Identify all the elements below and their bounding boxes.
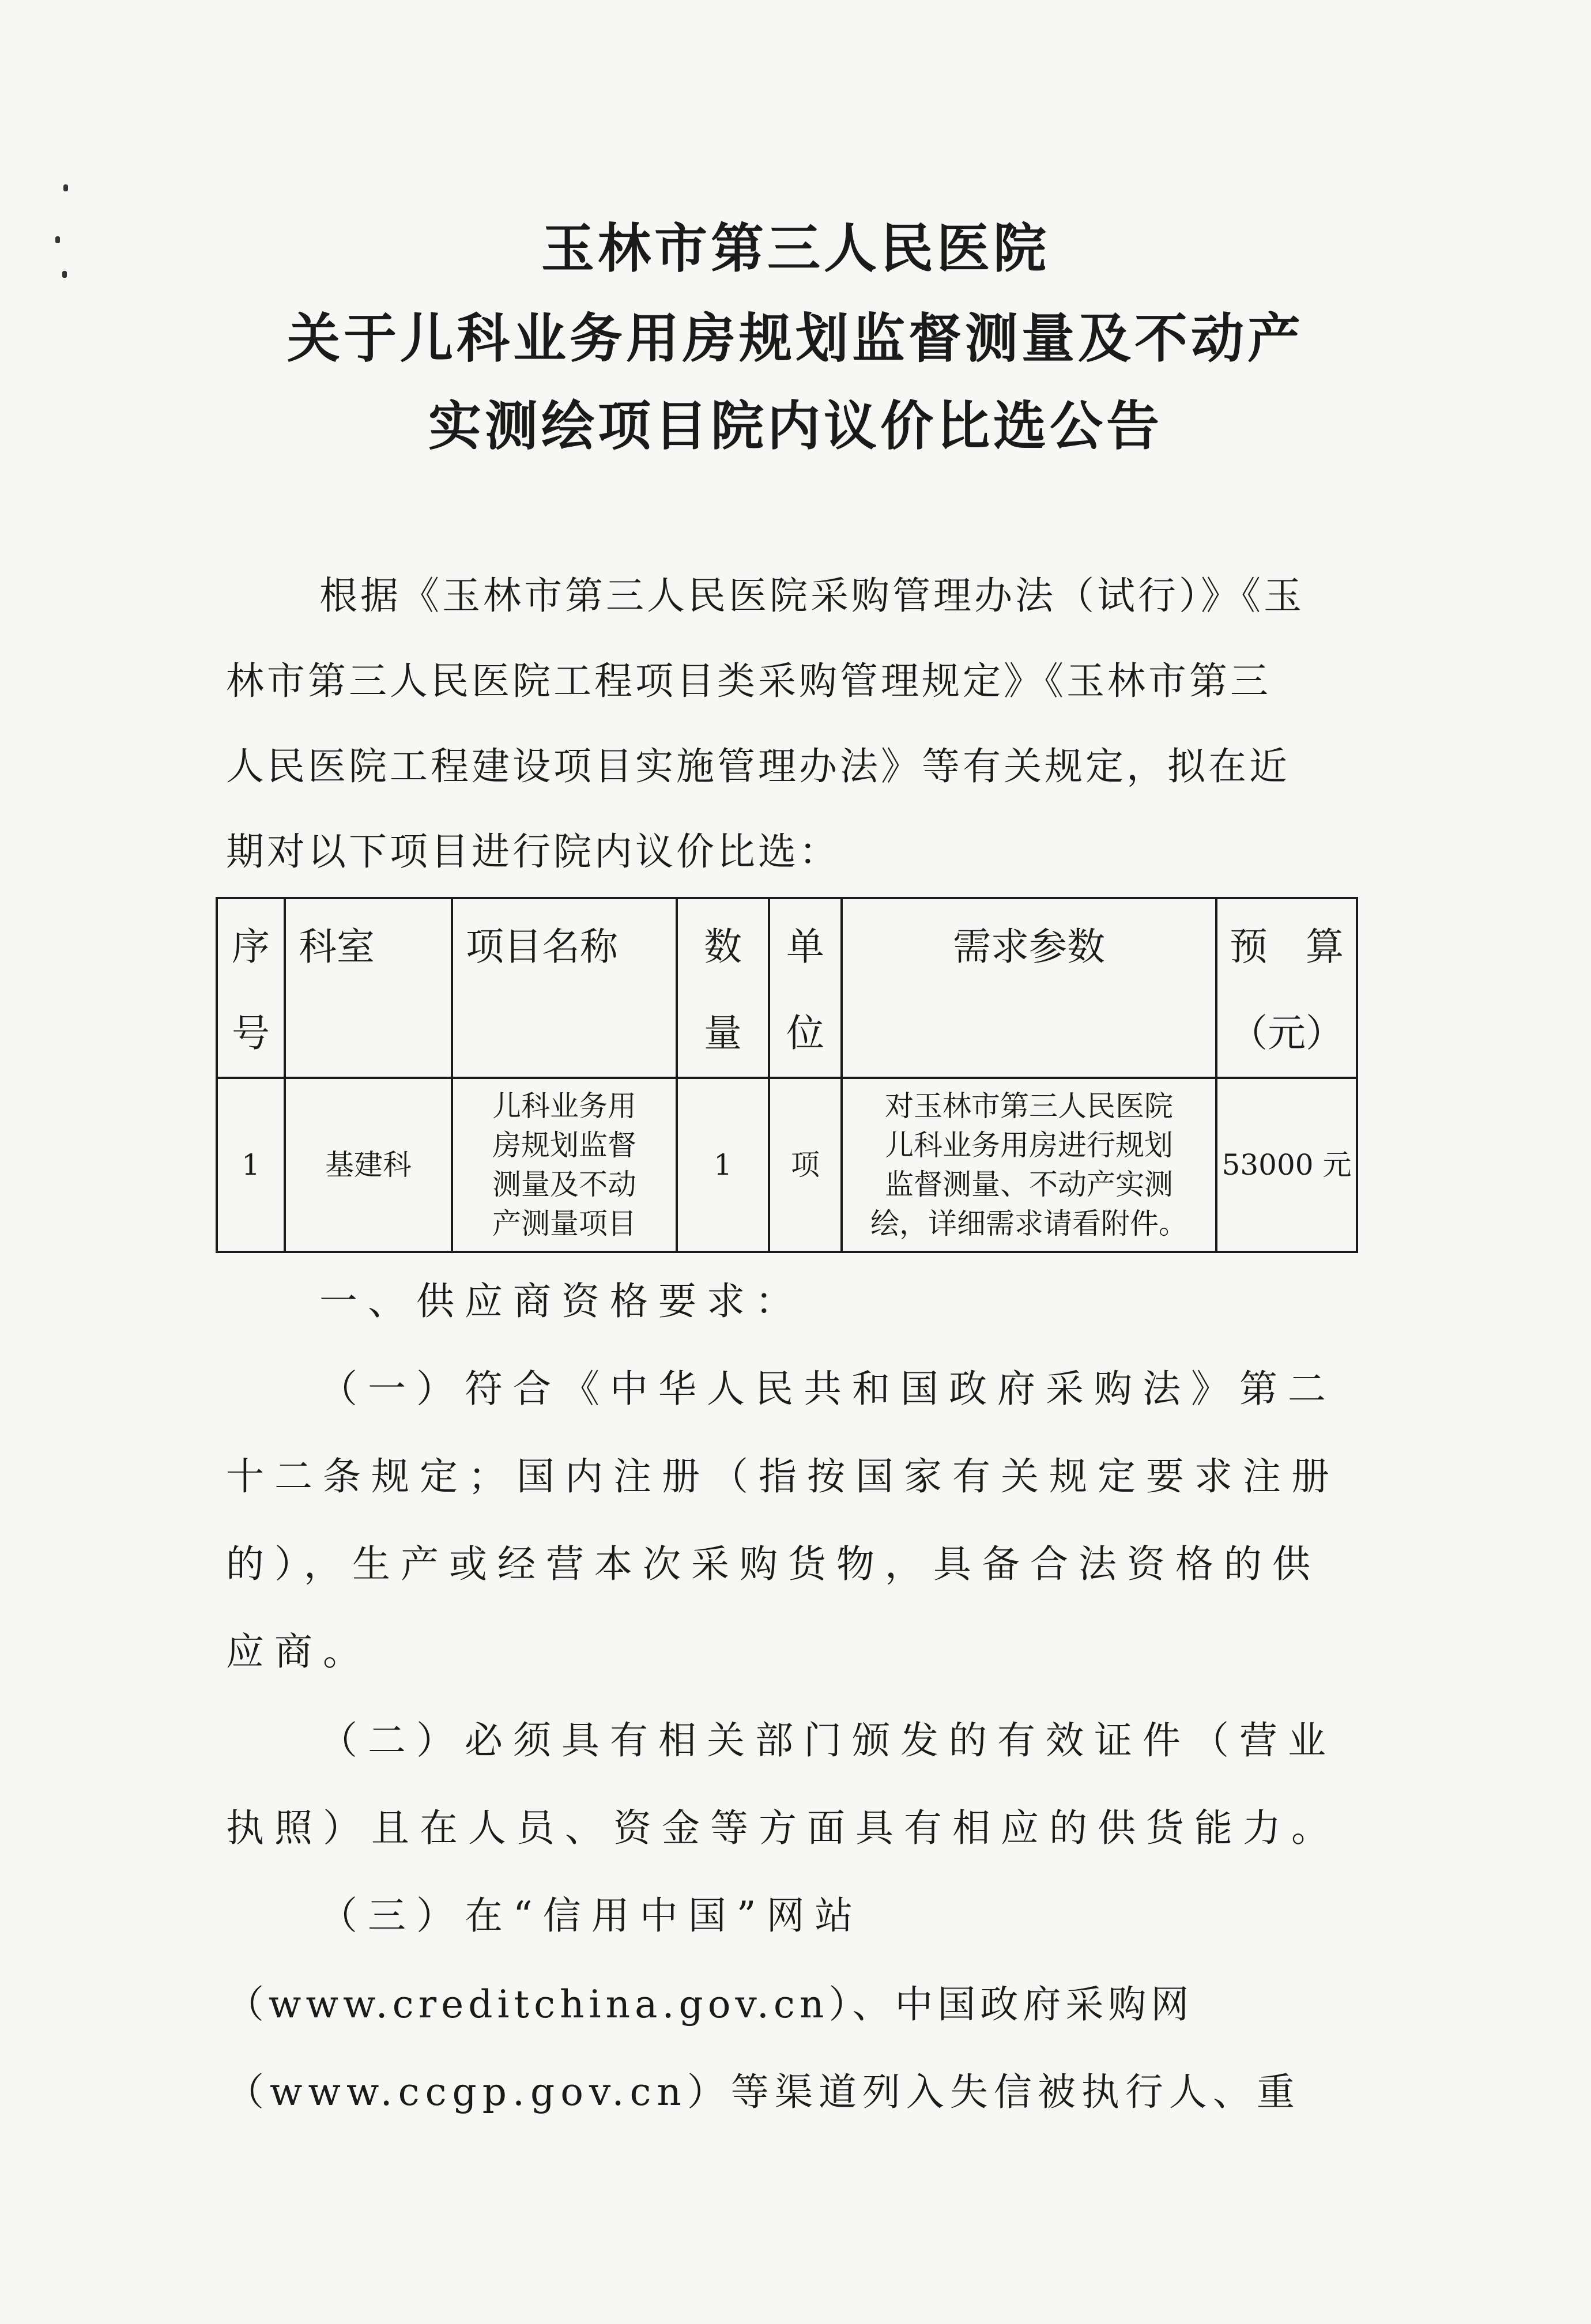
cell-budget: 53000 元 — [1216, 1078, 1357, 1252]
cell-project-name: 儿科业务用 房规划监督 测量及不动 产测量项目 — [452, 1078, 677, 1252]
header-project-name: 项目名称 — [452, 898, 677, 1078]
header-seq: 序 号 — [217, 898, 285, 1078]
cell-quantity: 1 — [677, 1078, 769, 1252]
title-line-2: 关于儿科业务用房规划监督测量及不动产 — [286, 308, 1304, 369]
section-1-line-2: 十二条规定；国内注册（指按国家有关规定要求注册 — [226, 1454, 1340, 1499]
cell-unit: 项 — [769, 1078, 842, 1252]
cell-requirements: 对玉林市第三人民医院 儿科业务用房进行规划 监督测量、不动产实测 绘，详细需求请看附件。 — [842, 1078, 1216, 1252]
header-budget: 预 算 （元） — [1216, 898, 1357, 1078]
procurement-table — [216, 897, 1356, 1253]
section-1-line-6: 执照）且在人员、资金等方面具有相应的供货能力。 — [226, 1806, 1340, 1850]
section-1-line-8: （www.creditchina.gov.cn）、中国政府采购网 — [226, 1982, 1194, 2027]
table-row — [217, 1078, 1357, 1252]
header-unit: 单 位 — [769, 898, 842, 1078]
section-1-heading: 一、供应商资格要求： — [319, 1279, 804, 1323]
section-1-line-5: （二）必须具有相关部门颁发的有效证件（营业 — [319, 1718, 1336, 1763]
title-line-3: 实测绘项目院内议价比选公告 — [428, 395, 1163, 457]
section-1-line-7: （三）在“信用中国”网站 — [319, 1893, 864, 1938]
title-line-1: 玉林市第三人民医院 — [541, 218, 1050, 280]
intro-line-3: 人民医院工程建设项目实施管理办法》等有关规定，拟在近 — [226, 744, 1290, 788]
intro-line-2: 林市第三人民医院工程项目类采购管理规定》《玉林市第三 — [226, 659, 1271, 703]
intro-line-4: 期对以下项目进行院内议价比选： — [226, 829, 840, 874]
scan-speck — [63, 184, 68, 191]
intro-line-1: 根据《玉林市第三人民医院采购管理办法（试行）》《玉 — [319, 574, 1305, 618]
table-header-row — [217, 898, 1357, 1078]
section-1-line-4: 应商。 — [226, 1629, 371, 1674]
section-1-line-9: （www.ccgp.gov.cn）等渠道列入失信被执行人、重 — [226, 2070, 1300, 2114]
header-quantity: 数 量 — [677, 898, 769, 1078]
header-department: 科室 — [285, 898, 452, 1078]
section-1-line-3: 的），生产或经营本次采购货物，具备合法资格的供 — [226, 1542, 1321, 1586]
cell-seq: 1 — [217, 1078, 285, 1252]
header-requirements: 需求参数 — [842, 898, 1216, 1078]
cell-department: 基建科 — [285, 1078, 452, 1252]
section-1-line-1: （一）符合《中华人民共和国政府采购法》第二 — [319, 1367, 1336, 1411]
